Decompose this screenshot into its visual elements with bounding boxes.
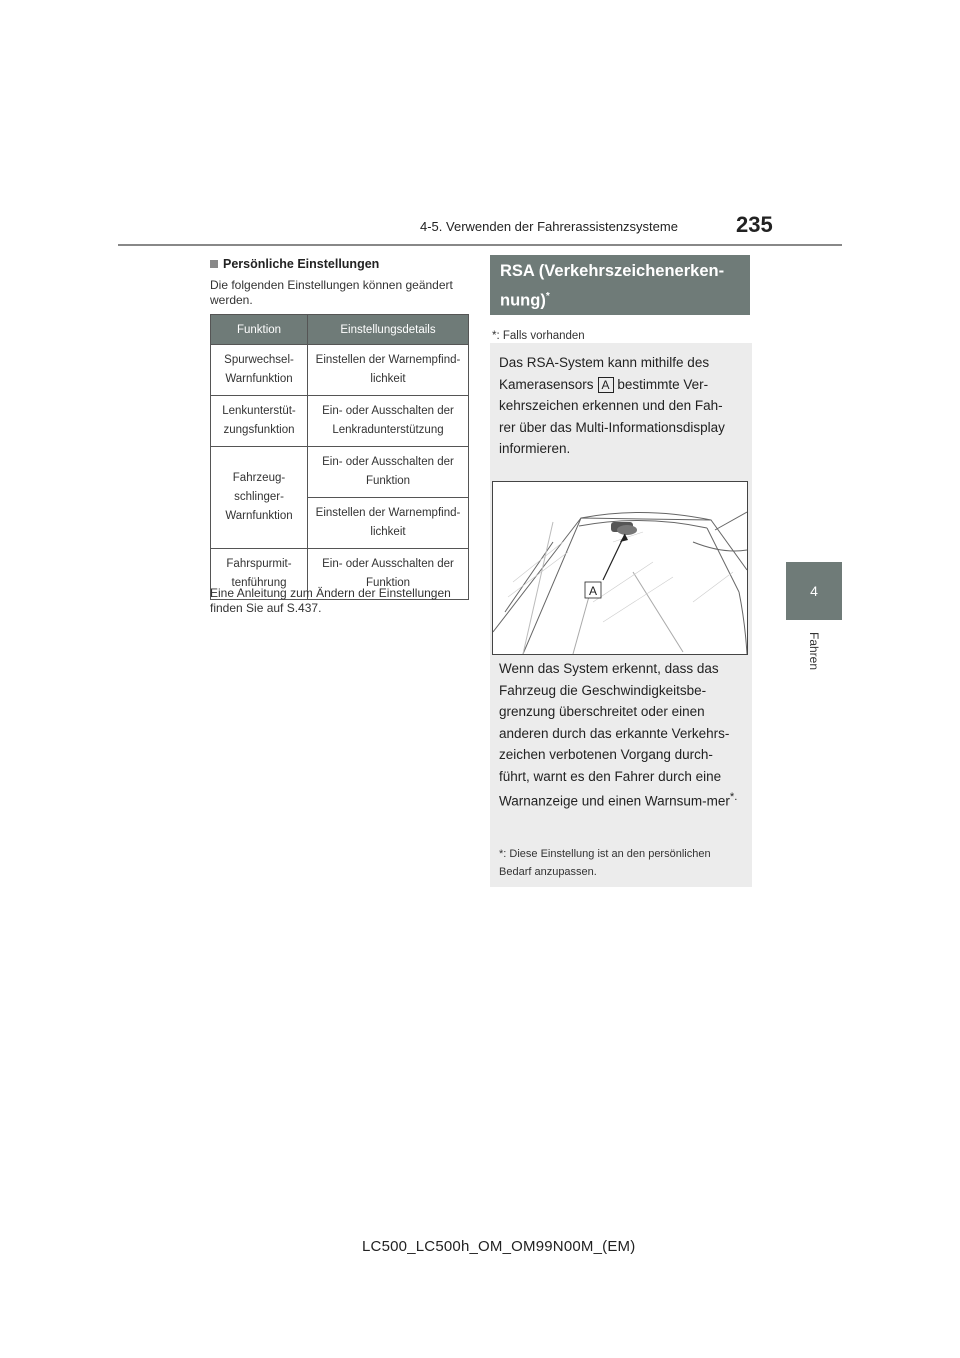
table-cell-function: Fahrspurmit-tenführung <box>211 549 308 600</box>
table-header-details: Einstellungsdetails <box>308 315 469 345</box>
chapter-tab: 4 <box>786 562 842 620</box>
rsa-title-mark: * <box>545 291 550 302</box>
outro-text: Eine Anleitung zum Ändern der Einstellungen finden Sie auf S.437. <box>210 586 451 615</box>
header-section-title: 4-5. Verwenden der Fahrerassistenzsysteme <box>420 219 678 234</box>
table-cell-details: Ein- oder Ausschalten der Lenkradunterstützung <box>308 396 469 447</box>
info-paragraph-2 <box>499 658 741 812</box>
info-paragraph-1-start: Das RSA-System kann mithilfe des Kamerasensors <box>499 355 710 392</box>
callout-a-label: A <box>588 584 598 598</box>
table-cell-details: Ein- oder Ausschalten der Funktion <box>308 549 469 600</box>
table-cell-details: Einstellen der Warnempfind-lichkeit <box>308 345 469 396</box>
rsa-title-line1: RSA (Verkehrszeichenerken- <box>500 262 725 280</box>
table-header-function: Funktion <box>211 315 308 345</box>
info-footnote: *: Diese Einstellung ist an den persönlichen Bedarf anzupassen. <box>499 848 711 878</box>
table-row <box>211 447 469 498</box>
callout-a-box: A <box>598 377 614 393</box>
camera-sensor-illustration <box>492 481 748 655</box>
info-paragraph-1 <box>499 352 739 460</box>
table-row <box>211 345 469 396</box>
info-paragraph-2-mark: *. <box>729 791 738 803</box>
section-heading-text: Persönliche Einstellungen <box>223 257 380 271</box>
header-divider <box>118 244 842 246</box>
table-cell-function: Spurwechsel-Warnfunktion <box>211 345 308 396</box>
table-row <box>211 396 469 447</box>
document-footer-code: LC500_LC500h_OM_OM99N00M_(EM) <box>362 1238 636 1255</box>
table-header-row <box>211 315 469 345</box>
table-cell-function: Lenkunterstüt-zungsfunktion <box>211 396 308 447</box>
table-cell-details: Ein- oder Ausschalten der Funktion <box>308 447 469 498</box>
windshield-illustration <box>493 482 747 654</box>
info-paragraph-2-text: Wenn das System erkennt, dass das Fahrzeug die Geschwindigkeitsbe-grenzung überschreitet oder einen anderen durch das erkannte Verkehrs-zeichen verbotenen Vorgang durch-führt, warnt es den Fahrer durch eine Warnanzeige und einen Warnsum-mer <box>499 661 730 809</box>
page-number: 235 <box>736 212 773 237</box>
settings-table <box>210 314 469 600</box>
info-paragraph-1-end: bestimmte Ver-kehrszeichen erkennen und den Fah-rer über das Multi-Informationsdisplay informieren. <box>499 376 725 456</box>
intro-text: Die folgenden Einstellungen können geändert werden. <box>210 278 453 307</box>
chapter-label: Fahren <box>807 632 821 671</box>
rsa-title-line2 <box>500 284 740 314</box>
availability-note: *: Falls vorhanden <box>492 330 585 342</box>
rsa-section-title <box>490 255 750 315</box>
section-heading <box>210 257 379 271</box>
rsa-title-line2-text: nung) <box>500 291 546 310</box>
table-cell-details: Einstellen der Warnempfind-lichkeit <box>308 498 469 549</box>
square-bullet-icon <box>210 260 218 268</box>
table-cell-function: Fahrzeug-schlinger-Warnfunktion <box>211 447 308 549</box>
